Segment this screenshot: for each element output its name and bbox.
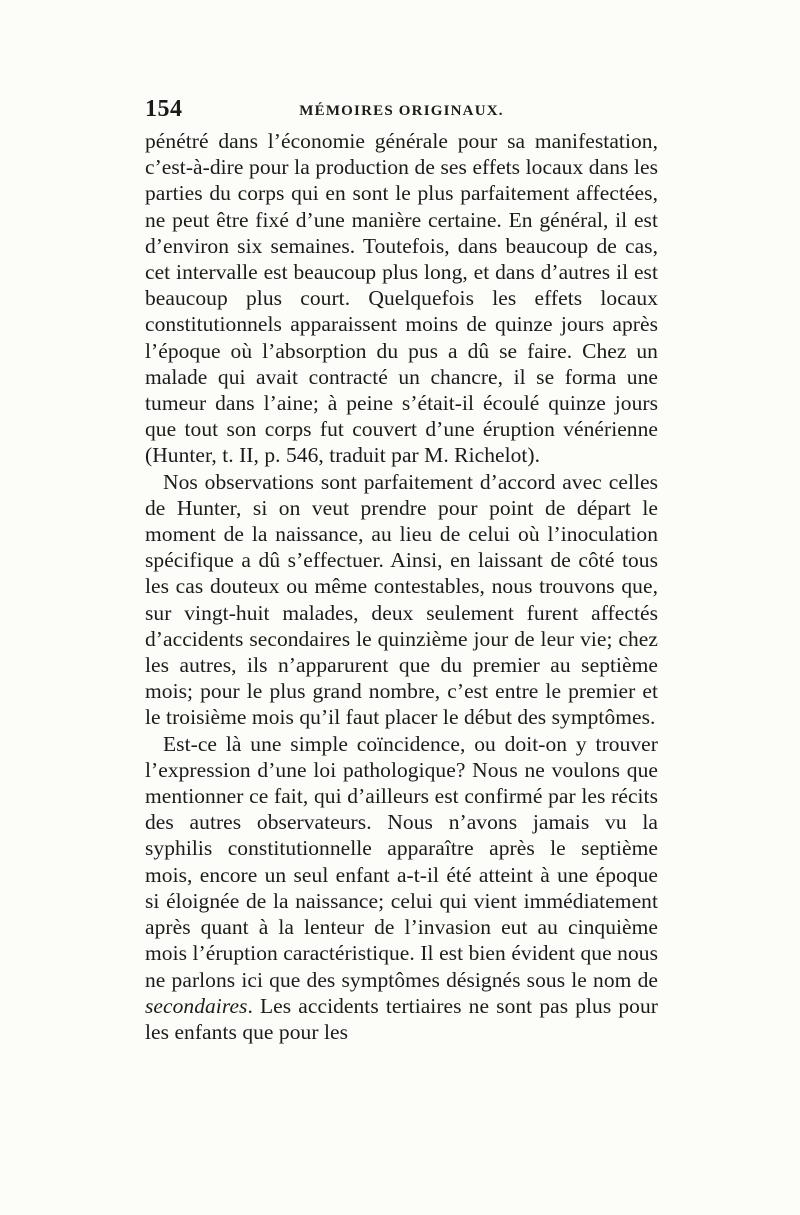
emphasized-term-secondaires: secondaires xyxy=(145,993,248,1018)
paragraph-2: Nos observations sont parfaitement d’accord avec celles de Hunter, si on veut prendre pour point de départ le moment de la naissance, au lieu de celui où l’inoculation spécifique a dû s’effectuer. Ainsi, en laissant de côté tous les cas douteux ou même contestables, nous trouvons que, sur vingt-huit malades, deux seulement furent affectés d’accidents secondaires le quinzième jour de leur vie; chez les autres, ils n’apparurent que du premier au septième mois; pour le plus grand nombre, c’est entre le premier et le troisième mois qu’il faut placer le début des symptômes. xyxy=(145,469,658,730)
paragraph-3-text-before-emphasis: Est-ce là une simple coïncidence, ou doit-on y trouver l’expression d’une loi pathologique? Nous ne voulons que mentionner ce fait, qui d’ailleurs est confirmé par les récits des autres observateurs. Nous n’avons jamais vu la syphilis constitutionnelle apparaître après le septième mois, encore un seul enfant a-t-il été atteint à une époque si éloignée de la naissance; celui qui vient immédiatement après quant à la lenteur de l’invasion eut au cinquième mois l’éruption caractéristique. Il est bien évident que nous ne parlons ici que des symptômes désignés sous le nom de xyxy=(145,731,658,992)
paragraph-3 xyxy=(145,731,658,1045)
running-title: MÉMOIRES ORIGINAUX. xyxy=(299,103,504,119)
page-header xyxy=(145,96,658,126)
page-number: 154 xyxy=(145,96,183,122)
main-text xyxy=(145,128,658,1045)
paragraph-1: pénétré dans l’économie générale pour sa manifestation, c’est-à-dire pour la production de ses effets locaux dans les parties du corps qui en sont le plus parfaitement affectées, ne peut être fixé d’une manière certaine. En général, il est d’environ six semaines. Toutefois, dans beaucoup de cas, cet intervalle est beaucoup plus long, et dans d’autres il est beaucoup plus court. Quelquefois les effets locaux constitutionnels apparaissent moins de quinze jours après l’époque où l’absorption du pus a dû se faire. Chez un malade qui avait contracté un chancre, il se forma une tumeur dans l’aine; à peine s’était-il écoulé quinze jours que tout son corps fut couvert d’une éruption vénérienne (Hunter, t. II, p. 546, traduit par M. Richelot). xyxy=(145,129,658,468)
paragraph-3-text-after-emphasis: . Les accidents tertiaires ne sont pas plus pour les enfants que pour les xyxy=(145,993,658,1044)
